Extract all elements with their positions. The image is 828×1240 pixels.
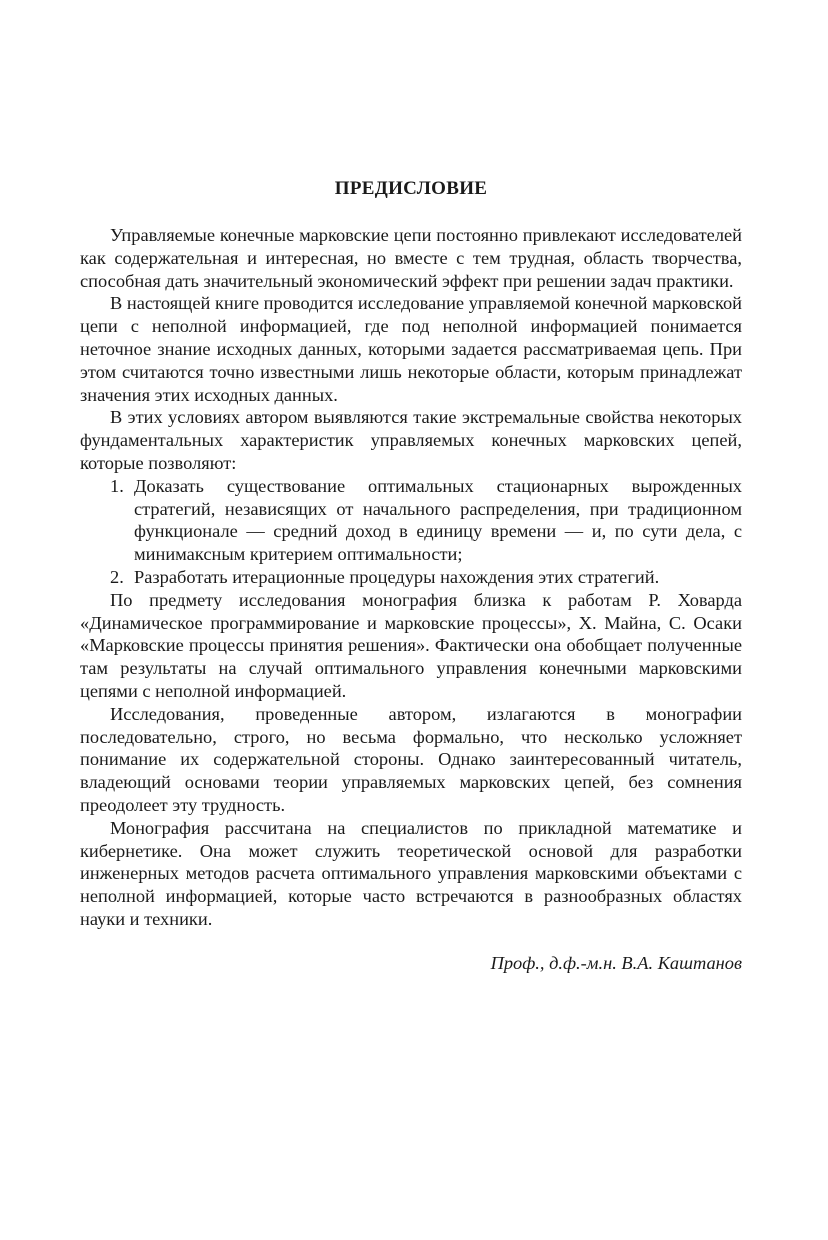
document-page [80, 178, 742, 974]
paragraph-2: В настоящей книге проводится исследование управляемой конечной марковской цепи с неполной информацией, где под неполной информацией понимается неточное знание исходных данных, которыми задается рассматриваемая цепь. При этом считаются точно известными лишь некоторые области, которым принадлежат значения этих исходных данных. [80, 293, 742, 405]
list-item-number: 1. [110, 475, 124, 496]
list-item-text: Доказать существование оптимальных стационарных вырожденных стратегий, независящих от начального распределения, при традиционном функционале — средний доход в единицу времени — и, по сути дела, с минимаксным критерием оптимальности; [134, 475, 742, 565]
paragraph-1: Управляемые конечные марковские цепи постоянно привлекают исследователей как содержательная и интересная, но вместе с тем трудная, область творчества, способная дать значительный экономический эффект при решении задач практики. [80, 225, 742, 291]
author-signature: Проф., д.ф.-м.н. В.А. Каштанов [490, 952, 742, 973]
list-item-number: 2. [110, 566, 124, 587]
paragraph-6: Монография рассчитана на специалистов по прикладной математике и кибернетике. Она может служить теоретической основой для разработки инженерных методов расчета оптимального управления марковскими объектами с неполной информацией, которые часто встречаются в разнообразных областях науки и техники. [80, 817, 742, 929]
paragraph-3: В этих условиях автором выявляются такие экстремальные свойства некоторых фундаментальных характеристик управляемых конечных марковских цепей, которые позволяют: [80, 407, 742, 473]
list-item [80, 475, 742, 566]
paragraph-4: По предмету исследования монография близка к работам Р. Ховарда «Динамическое программирование и марковские процессы», Х. Майна, С. Осаки «Марковские процессы принятия решения». Фактически она обобщает полученные там результаты на случай оптимального управления конечными марковскими цепями с неполной информацией. [80, 589, 742, 701]
list-item [80, 566, 742, 589]
page-title: ПРЕДИСЛОВИЕ [334, 178, 488, 199]
list-item-text: Разработать итерационные процедуры нахождения этих стратегий. [134, 566, 660, 587]
numbered-list [80, 475, 742, 589]
paragraph-5: Исследования, проведенные автором, излагаются в монографии последовательно, строго, но весьма формально, что несколько усложняет понимание их содержательной стороны. Однако заинтересованный читатель, владеющий основами теории управляемых марковских цепей, без сомнения преодолеет эту трудность. [80, 703, 742, 815]
